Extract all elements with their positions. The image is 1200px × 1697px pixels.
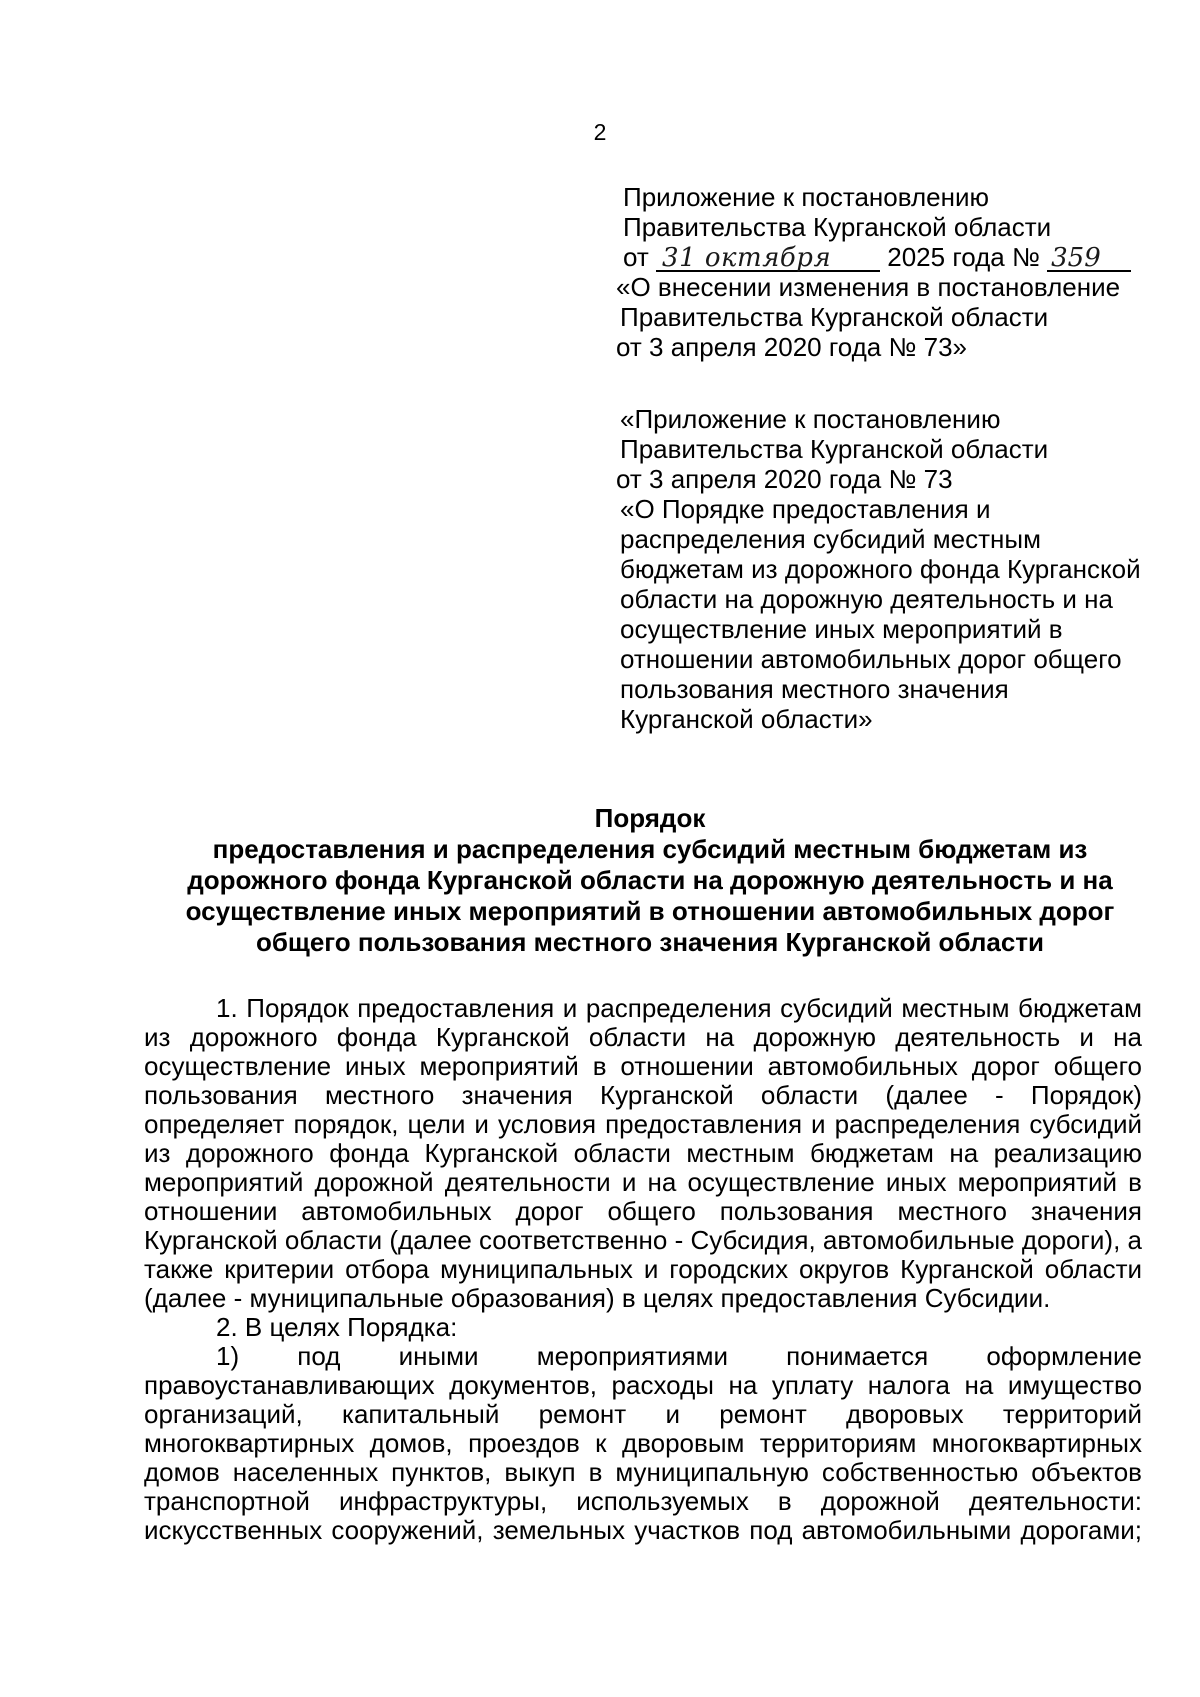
paragraph-2: 2. В целях Порядка:: [216, 1312, 458, 1342]
date-prefix: от: [623, 242, 649, 272]
quoted-appendix-line: «Приложение к постановлению: [620, 404, 1001, 434]
quoted-appendix-line: Курганской области»: [620, 704, 873, 734]
paragraph-1: 1. Порядок предоставления и распределения субсидий местным бюджетам из дорожного фонда Курганской области на дорожную деятельность и на осуществление иных мероприятий в отношении автомобильных дорог общего пользования местного значения Курганской области (далее - Порядок) определяет порядок, цели и условия предоставления и распределения субсидий из дорожного фонда Курганской области местным бюджетам на реализацию мероприятий дорожной деятельности и на осуществление иных мероприятий в отношении автомобильных дорог общего пользования местного значения Курганской области (далее соответственно - Субсидия, автомобильные дороги), а также критерии отбора муниципальных и городских округов Курганской области (далее - муниципальные образования) в целях предоставления Субсидии.: [144, 993, 1142, 1313]
appendix-header-line5: Правительства Курганской области: [620, 302, 1049, 332]
quoted-appendix-line: «О Порядке предоставления и: [620, 494, 991, 524]
quoted-appendix-line: распределения субсидий местным: [620, 524, 1041, 554]
year-text: 2025 года №: [887, 242, 1040, 272]
title-line: дорожного фонда Курганской области на дорожную деятельность и на: [187, 865, 1113, 895]
title-line: осуществление иных мероприятий в отношении автомобильных дорог: [185, 896, 1115, 926]
page-number: 2: [593, 119, 607, 145]
quoted-appendix-line: от 3 апреля 2020 года № 73: [616, 464, 953, 494]
appendix-header-date-line: [623, 242, 1131, 272]
appendix-header-line1: Приложение к постановлению: [623, 182, 989, 212]
appendix-header-line6: от 3 апреля 2020 года № 73»: [616, 332, 967, 362]
title-line: Порядок: [594, 803, 706, 833]
quoted-appendix-line: области на дорожную деятельность и на: [620, 584, 1113, 614]
appendix-header-line2: Правительства Курганской области: [623, 212, 1052, 242]
quoted-appendix-line: пользования местного значения: [620, 674, 1009, 704]
appendix-header: [616, 182, 1131, 362]
quoted-appendix: [616, 404, 1141, 734]
title-line: общего пользования местного значения Курганской области: [255, 927, 1045, 957]
paragraph-3: 1) под иными мероприятиями понимается оформление правоустанавливающих документов, расходы на уплату налога на имущество организаций, капитальный ремонт и ремонт дворовых территорий многоквартирных домов, проездов к дворовым территориям многоквартирных домов населенных пунктов, выкуп в муниципальную собственностью объектов транспортной инфраструктуры, используемых в дорожной деятельности: искусственных сооружений, земельных участков под автомобильными дорогами;: [144, 1341, 1142, 1545]
handwritten-number: 359: [1047, 246, 1131, 272]
quoted-appendix-line: бюджетам из дорожного фонда Курганской: [620, 554, 1141, 584]
document-title: [100, 803, 1200, 958]
document-body: [144, 994, 1142, 1545]
appendix-header-line4: «О внесении изменения в постановление: [616, 272, 1121, 302]
handwritten-date: 31 октября: [656, 246, 880, 272]
quoted-appendix-line: Правительства Курганской области: [620, 434, 1049, 464]
quoted-appendix-line: отношении автомобильных дорог общего: [620, 644, 1122, 674]
quoted-appendix-line: осуществление иных мероприятий в: [620, 614, 1063, 644]
title-line: предоставления и распределения субсидий местным бюджетам из: [212, 834, 1088, 864]
